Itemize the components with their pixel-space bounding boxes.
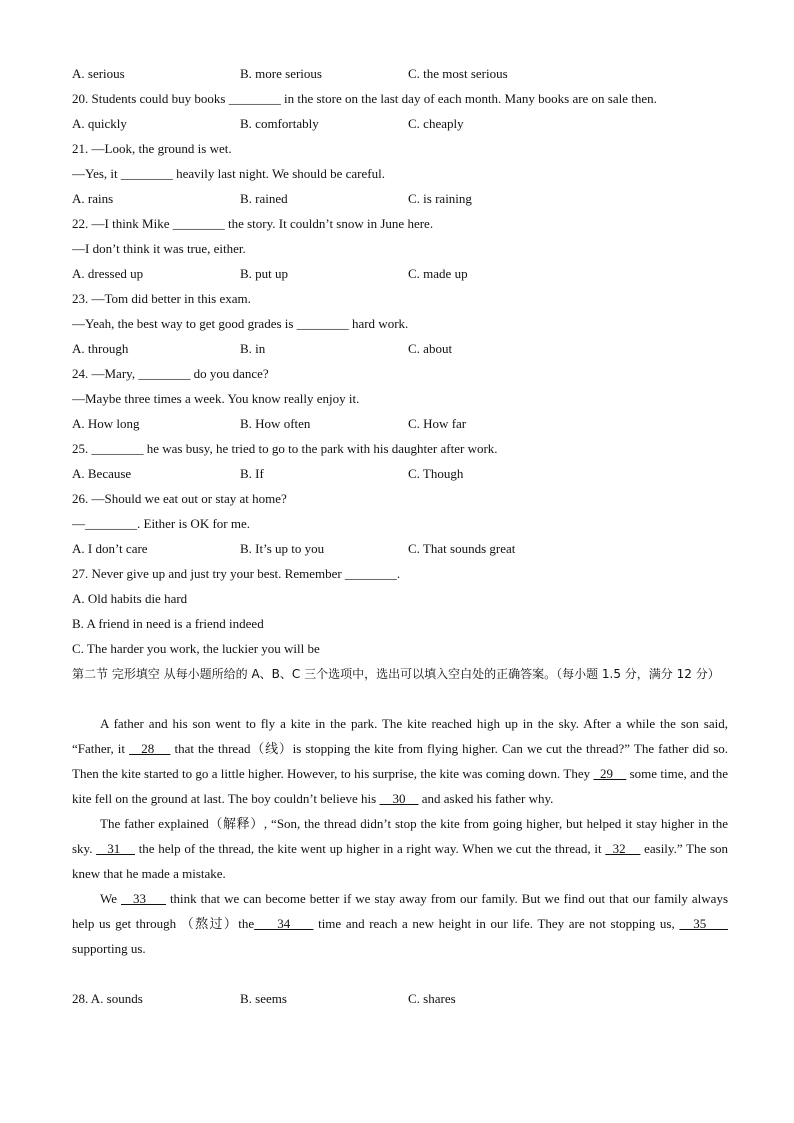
cloze-passage <box>72 711 728 961</box>
option-a: A. How long <box>72 416 140 431</box>
option-b: B. rained <box>240 191 288 206</box>
blank-30: 30 <box>379 791 419 806</box>
option-b: B. It’s up to you <box>240 541 325 556</box>
option-b: B. put up <box>240 266 289 281</box>
question-line: C. The harder you work, the luckier you will be <box>72 641 320 656</box>
option-c: C. That sounds great <box>408 541 516 556</box>
option-c: C. shares <box>408 991 456 1006</box>
passage-text: that the thread（线）is stopping the kite from flying higher. Can we cut the thread?” The father did so. Then the kite started to go a little higher. However, to his surprise, the kite was coming down. They <box>72 741 729 781</box>
passage-text: time and reach a new height in our life. They are not stopping us, <box>313 916 680 931</box>
question-line: A. Old habits die hard <box>72 591 188 606</box>
question-28-options <box>72 986 728 1011</box>
option-c: C. Though <box>408 466 464 481</box>
passage-text: easily.” The son knew that he made a mistake. <box>72 841 729 881</box>
passage-text: The father explained（解释）, “Son, the thread didn’t stop the kite from going higher, but helped it stay higher in the sky. <box>72 816 728 856</box>
option-c: C. about <box>408 341 453 356</box>
passage-text: think that we can become better if we stay away from our family. But we find out that our family always help us get through （熬过）the <box>72 891 728 931</box>
answer-options <box>72 536 728 561</box>
section-heading <box>72 661 728 687</box>
option-b: B. How often <box>240 416 311 431</box>
option-a: A. through <box>72 341 129 356</box>
question-line: —Yes, it ________ heavily last night. We should be careful. <box>72 166 385 181</box>
option-a: A. serious <box>72 66 125 81</box>
blank-35: 35 <box>679 916 729 931</box>
option-a: 28. A. sounds <box>72 991 143 1006</box>
passage-paragraph-3 <box>72 886 728 961</box>
answer-options <box>72 111 728 136</box>
question-line: 26. —Should we eat out or stay at home? <box>72 491 287 506</box>
answer-options <box>72 461 728 486</box>
option-b: B. comfortably <box>240 116 319 131</box>
passage-text: A father and his son went to fly a kite in the park. The kite reached high up in the sky. After a while the son said, “Father, it <box>72 716 728 756</box>
passage-text: the help of the thread, the kite went up higher in a right way. When we cut the thread, it <box>135 841 606 856</box>
option-a: A. I don’t care <box>72 541 148 556</box>
passage-text: some time, and the kite fell on the ground at last. The boy couldn’t believe his <box>72 766 729 806</box>
option-c: C. made up <box>408 266 468 281</box>
question-line: B. A friend in need is a friend indeed <box>72 616 264 631</box>
answer-options <box>72 261 728 286</box>
option-c: C. cheaply <box>408 116 464 131</box>
option-a: A. quickly <box>72 116 127 131</box>
option-c: C. How far <box>408 416 467 431</box>
question-line: —________. Either is OK for me. <box>72 516 251 531</box>
question-line: —Maybe three times a week. You know really enjoy it. <box>72 391 360 406</box>
question-line: 21. —Look, the ground is wet. <box>72 141 232 156</box>
question-line: 20. Students could buy books ________ in the store on the last day of each month. Many books are on sale then. <box>72 91 657 106</box>
option-b: B. more serious <box>240 66 322 81</box>
option-b: B. If <box>240 466 264 481</box>
question-line: —Yeah, the best way to get good grades is ________ hard work. <box>72 316 409 331</box>
passage-text: We <box>100 891 121 906</box>
answer-options <box>72 186 728 211</box>
question-line: 24. —Mary, ________ do you dance? <box>72 366 269 381</box>
blank-29: 29 <box>593 766 627 781</box>
answer-options <box>72 411 728 436</box>
option-a: A. rains <box>72 191 114 206</box>
question-line: —I don’t think it was true, either. <box>72 241 246 256</box>
passage-text: and asked his father why. <box>418 791 554 806</box>
section-heading-text: 第二节 完形填空 从每小题所给的 A、B、C 三个选项中，选出可以填入空白处的正确答案。（每小题 1.5 分，满分 12 分） <box>72 667 720 681</box>
question-line: 25. ________ he was busy, he tried to go to the park with his daughter after work. <box>72 441 498 456</box>
option-a: A. Because <box>72 466 132 481</box>
option-b: B. in <box>240 341 266 356</box>
blank-32: 32 <box>605 841 641 856</box>
answer-options <box>72 61 728 86</box>
answer-options <box>72 336 728 361</box>
question-line: 23. —Tom did better in this exam. <box>72 291 251 306</box>
option-a: A. dressed up <box>72 266 144 281</box>
question-line: 22. —I think Mike ________ the story. It couldn’t snow in June here. <box>72 216 434 231</box>
option-c: C. is raining <box>408 191 472 206</box>
passage-paragraph-1 <box>72 711 728 811</box>
blank-34: 34 <box>254 916 314 931</box>
blank-31: 31 <box>96 841 135 856</box>
question-line: 27. Never give up and just try your best. Remember ________. <box>72 566 401 581</box>
option-b: B. seems <box>240 991 287 1006</box>
option-c: C. the most serious <box>408 66 508 81</box>
blank-33: 33 <box>121 891 166 906</box>
passage-paragraph-2 <box>72 811 728 886</box>
blank-28: 28 <box>129 741 171 756</box>
passage-text: supporting us. <box>72 941 146 956</box>
